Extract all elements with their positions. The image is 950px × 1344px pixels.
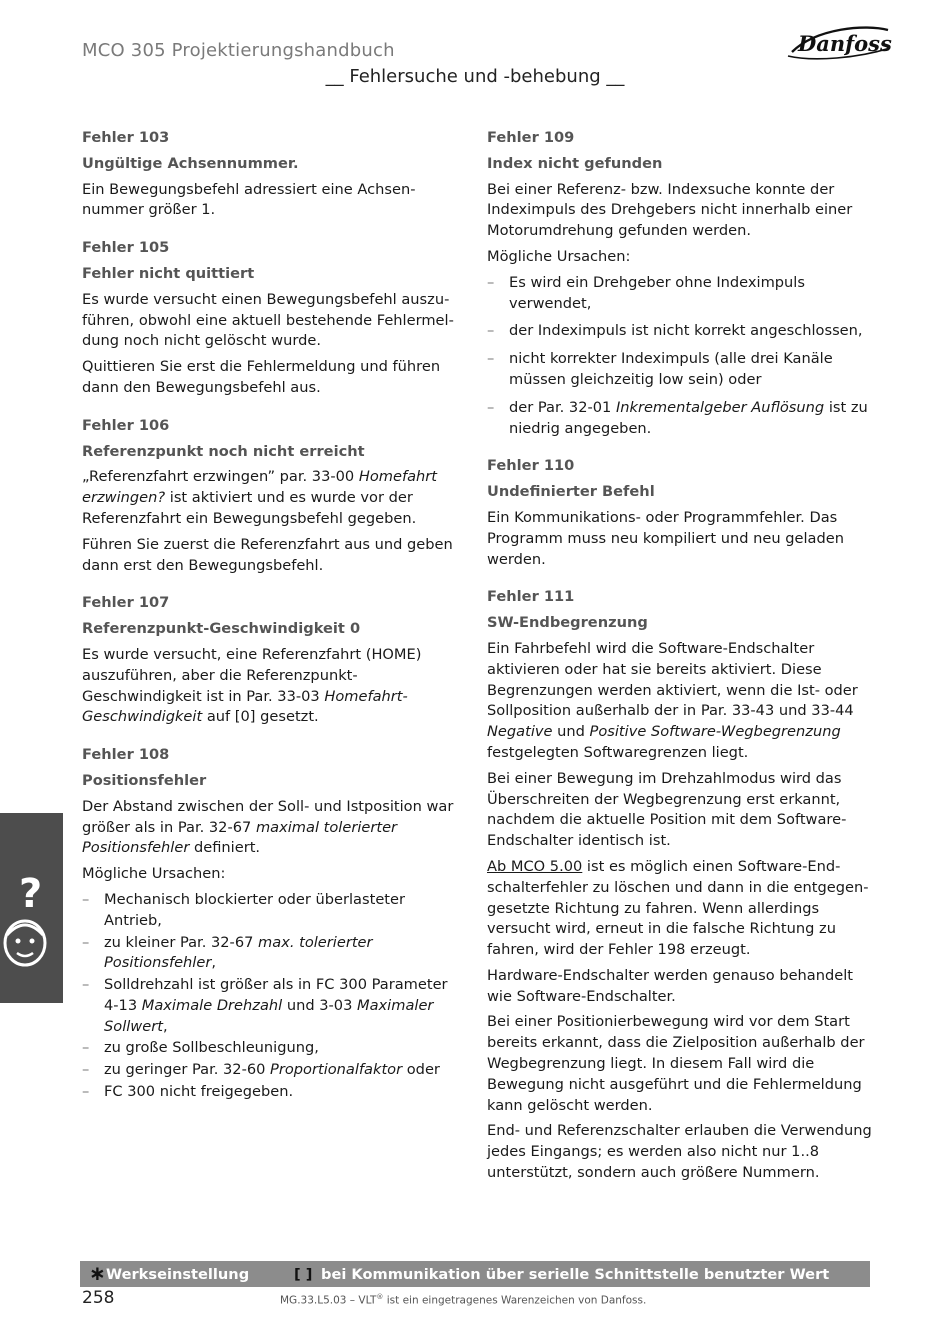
paragraph: Bei einer Referenz- bzw. Indexsuche konnte der Indeximpuls des Drehgebers nicht innerhalb einer Motorumdrehung gefunden werden. (487, 180, 853, 240)
error-title: Index nicht gefunden (487, 154, 663, 172)
error-code: Fehler 107 (82, 594, 170, 612)
error-title: Positionsfehler (82, 771, 207, 789)
troubleshooting-question-face-icon (3, 865, 57, 969)
paragraph: Führen Sie zuerst die Referenzfahrt aus und geben dann erst den Bewegungsbefehl. (82, 535, 453, 574)
svg-text:Danfoss: Danfoss (798, 31, 892, 56)
error-111 (487, 587, 873, 1184)
list-item: – zu geringer Par. 32-60 Proportionalfaktor oder (82, 1060, 466, 1081)
list-item: – der Indeximpuls ist nicht korrekt angeschlossen, (487, 321, 873, 342)
serial-communication-label: bei Kommunikation über serielle Schnittstelle benutzter Wert (321, 1266, 830, 1283)
error-110 (487, 456, 873, 570)
paragraph: Ein Fahrbefehl wird die Software-Endschalter aktivieren oder hat sie bereits aktiviert. Diese Begrenzungen werden aktiviert, wenn die Ist- oder Sollposition außerhalb der in Par. 33-43 und 33-44 Negative und Positive Software-Wegbegrenzung festgelegten Softwaregrenzen liegt. (487, 639, 858, 761)
page-number: 258 (82, 1288, 115, 1308)
asterisk-icon: ∗ (89, 1261, 106, 1285)
error-code: Fehler 103 (82, 129, 170, 146)
list-item: – FC 300 nicht freigegeben. (82, 1082, 466, 1103)
error-title: Referenzpunkt-Geschwindigkeit 0 (82, 620, 361, 638)
list-item: – Es wird ein Drehgeber ohne Indeximpuls verwendet, (487, 273, 873, 315)
list-item: – nicht korrekter Indeximpuls (alle drei Kanäle müssen gleichzeitig low sein) oder (487, 349, 873, 391)
section-title: __ Fehlersuche und -behebung __ (325, 66, 625, 87)
paragraph: End- und Referenzschalter erlauben die Verwendung jedes Eingangs; es werden also nicht nur 1..8 unterstützt, sondern auch größere Nummern. (487, 1122, 872, 1182)
error-title: SW-Endbegrenzung (487, 614, 648, 632)
cause-list (487, 273, 873, 440)
paragraph: Mögliche Ursachen: (487, 247, 631, 265)
paragraph: Es wurde versucht, eine Referenzfahrt (HOME) auszuführen, aber die Referenzpunkt-Geschwindigkeit ist in Par. 33-03 Homefahrt-Geschwindigkeit auf [0] gesetzt. (82, 645, 422, 726)
paragraph: Der Abstand zwischen der Soll- und Istposition war größer als in Par. 32-67 maximal tolerierter Positionsfehler definiert. (82, 797, 454, 857)
list-item: – zu kleiner Par. 32-67 max. tolerierter Positionsfehler, (82, 933, 466, 975)
paragraph: Quittieren Sie erst die Fehlermeldung und führen dann den Bewegungsbefehl aus. (82, 358, 441, 396)
paragraph: Ein Bewegungsbefehl adressiert eine Achsen- nummer größer 1. (82, 180, 416, 219)
left-column (82, 128, 466, 1120)
paragraph: „Referenzfahrt erzwingen” par. 33-00 Homefahrt erzwingen? ist aktiviert und es wurde vor der Referenzfahrt ein Bewegungsbefehl gegeben. (82, 468, 437, 527)
error-title: Undefinierter Befehl (487, 483, 655, 501)
cause-list (82, 890, 466, 1103)
error-108 (82, 745, 466, 1103)
error-title: Referenzpunkt noch nicht erreicht (82, 442, 365, 460)
trademark-note: MG.33.L5.03 – VLT® ist ein eingetragenes Warenzeichen von Danfoss. (280, 1293, 647, 1307)
list-item: – zu große Sollbeschleunigung, (82, 1038, 466, 1059)
paragraph: Mögliche Ursachen: (82, 865, 226, 883)
error-103 (82, 128, 466, 221)
error-code: Fehler 109 (487, 129, 575, 146)
error-code: Fehler 110 (487, 457, 575, 475)
error-109 (487, 128, 873, 439)
paragraph: Ein Kommunikations- oder Programmfehler. Das Programm muss neu kompiliert und neu geladen werden. (487, 508, 844, 568)
troubleshooting-side-tab (0, 813, 63, 1003)
error-code: Fehler 108 (82, 746, 170, 764)
error-code: Fehler 105 (82, 239, 170, 257)
bracket-symbol: [ ] (294, 1266, 313, 1283)
error-code: Fehler 106 (82, 416, 170, 434)
list-item: – der Par. 32-01 Inkrementalgeber Auflösung ist zu niedrig angegeben. (487, 398, 873, 440)
list-item: – Mechanisch blockierter oder überlasteter Antrieb, (82, 890, 466, 932)
list-item: – Solldrehzahl ist größer als in FC 300 Parameter 4-13 Maximale Drehzahl und 3-03 Maximaler Sollwert, (82, 975, 466, 1037)
error-105 (82, 238, 466, 399)
paragraph: Bei einer Bewegung im Drehzahlmodus wird das Überschreiten der Wegbegrenzung erst erkannt, nachdem die aktuelle Position mit dem Software-Endschalter identisch ist. (487, 769, 847, 850)
paragraph: Es wurde versucht einen Bewegungsbefehl auszu- führen, obwohl eine aktuell bestehende Fehlermel- dung noch nicht gelöscht wurde. (82, 290, 454, 350)
paragraph: Hardware-Endschalter werden genauso behandelt wie Software-Endschalter. (487, 966, 854, 1005)
factory-setting-label: Werkseinstellung (106, 1266, 250, 1283)
error-107 (82, 593, 466, 728)
danfoss-logo (786, 22, 892, 62)
paragraph: Bei einer Positionierbewegung wird vor dem Start bereits erkannt, dass die Zielposition außerhalb der Wegbegrenzung liegt. In diesem Fall wird die Bewegung nicht ausgeführt und die Fehlermeldung kann gelöscht werden. (487, 1013, 865, 1114)
document-title: MCO 305 Projektierungshandbuch (82, 40, 395, 61)
svg-text:?: ? (19, 871, 43, 917)
right-column (487, 128, 873, 1201)
version-note: Ab MCO 5.00 (487, 857, 583, 875)
error-106 (82, 416, 466, 577)
error-title: Ungültige Achsennummer. (82, 154, 299, 172)
paragraph: Ab MCO 5.00 ist es möglich einen Software-End-schalterfehler zu löschen und dann in die entgegen-gesetzte Richtung zu fahren. Wenn allerdings versucht wird, erneut in die falsche Richtung zu fahren, wird der Fehler 198 erzeugt. (487, 857, 869, 959)
legend-bar (80, 1261, 870, 1287)
error-code: Fehler 111 (487, 588, 575, 606)
error-title: Fehler nicht quittiert (82, 264, 255, 282)
